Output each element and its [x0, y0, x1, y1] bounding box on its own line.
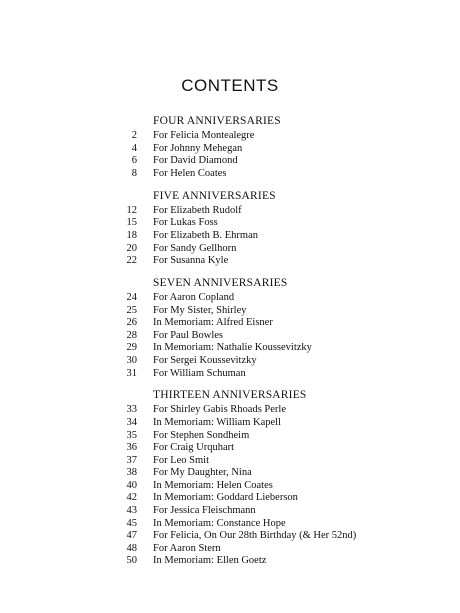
section-heading: SEVEN ANNIVERSARIES: [153, 276, 288, 289]
toc-entry: [0, 155, 460, 168]
page-number: 12: [126, 204, 137, 216]
page-number: 34: [126, 416, 137, 428]
page-number: 22: [126, 255, 137, 267]
page-number: 33: [126, 404, 137, 416]
page-number: 31: [126, 367, 137, 379]
page-number: 8: [131, 167, 137, 179]
page-number: 38: [126, 467, 137, 479]
entry-title: For Johnny Mehegan: [153, 142, 243, 154]
page-number: 6: [131, 155, 137, 167]
entry-title: For Sergei Koussevitzky: [153, 354, 257, 366]
toc-section-seven-anniversaries: [0, 277, 460, 380]
entry-title: For Stephen Sondheim: [153, 429, 250, 441]
toc-entry: [0, 205, 460, 218]
section-entries: [0, 205, 460, 268]
page-number: 20: [126, 242, 137, 254]
page-number: 40: [126, 479, 137, 491]
toc-entry: [0, 530, 460, 543]
entry-title: For Shirley Gabis Rhoads Perle: [153, 404, 286, 416]
entry-title: For Aaron Stern: [153, 542, 221, 554]
entry-title: For Jessica Fleischmann: [153, 505, 256, 517]
entry-title: In Memoriam: William Kapell: [153, 416, 281, 428]
page-number: 37: [126, 454, 137, 466]
toc-entry: [0, 555, 460, 568]
toc-section-five-anniversaries: [0, 190, 460, 268]
toc-entry: [0, 404, 460, 417]
toc-entry: [0, 143, 460, 156]
entry-title: For Leo Smit: [153, 454, 210, 466]
section-entries: [0, 404, 460, 568]
toc-entry: [0, 243, 460, 256]
toc-section-thirteen-anniversaries: [0, 389, 460, 568]
entry-title: For Aaron Copland: [153, 291, 235, 303]
toc-entry: [0, 417, 460, 430]
page-number: 43: [126, 505, 137, 517]
entry-title: For Helen Coates: [153, 167, 227, 179]
entry-title: For Craig Urquhart: [153, 442, 235, 454]
entry-title: In Memoriam: Alfred Eisner: [153, 317, 273, 329]
page-number: 25: [126, 304, 137, 316]
page-number: 28: [126, 329, 137, 341]
entry-title: For My Sister, Shirley: [153, 304, 247, 316]
toc-entry: [0, 217, 460, 230]
entry-title: For Sandy Gellhorn: [153, 242, 237, 254]
page-number: 29: [126, 342, 137, 354]
entry-title: For Elizabeth B. Ehrman: [153, 229, 258, 241]
entry-title: In Memoriam: Nathalie Koussevitzky: [153, 342, 312, 354]
page-number: 30: [126, 354, 137, 366]
toc-entry: [0, 480, 460, 493]
toc-entry: [0, 492, 460, 505]
toc-entry: [0, 505, 460, 518]
section-entries: [0, 130, 460, 180]
page-number: 24: [126, 291, 137, 303]
toc-entry: [0, 467, 460, 480]
entry-title: For Elizabeth Rudolf: [153, 204, 242, 216]
page-number: 48: [126, 542, 137, 554]
section-heading: FOUR ANNIVERSARIES: [153, 115, 281, 127]
entry-title: For Susanna Kyle: [153, 255, 229, 267]
entry-title: For Lukas Foss: [153, 217, 218, 229]
entry-title: In Memoriam: Constance Hope: [153, 517, 286, 529]
page-title: CONTENTS: [181, 76, 279, 95]
toc-entry: [0, 305, 460, 318]
entry-title: For Felicia Montealegre: [153, 130, 255, 142]
page-number: 2: [131, 130, 137, 142]
toc-entry: [0, 543, 460, 556]
entry-title: In Memoriam: Helen Coates: [153, 479, 273, 491]
entry-title: In Memoriam: Ellen Goetz: [153, 555, 267, 567]
page-number: 18: [126, 229, 137, 241]
page-number: 50: [126, 555, 137, 567]
entry-title: For Felicia, On Our 28th Birthday (& Her 52nd): [153, 530, 357, 542]
page-number: 4: [131, 142, 137, 154]
entry-title: For David Diamond: [153, 155, 238, 167]
page-number: 26: [126, 317, 137, 329]
toc-entry: [0, 255, 460, 268]
section-heading: THIRTEEN ANNIVERSARIES: [153, 389, 307, 402]
toc-section-four-anniversaries: [0, 115, 460, 181]
page-number: 47: [126, 530, 137, 542]
page-number: 45: [126, 517, 137, 529]
entry-title: In Memoriam: Goddard Lieberson: [153, 492, 298, 504]
toc-entry: [0, 292, 460, 305]
page-number: 36: [126, 442, 137, 454]
entry-title: For My Daughter, Nina: [153, 467, 252, 479]
page-number: 42: [126, 492, 137, 504]
section-heading: FIVE ANNIVERSARIES: [153, 189, 276, 202]
page-number: 15: [126, 217, 137, 229]
toc-entry: [0, 342, 460, 355]
entry-title: For William Schuman: [153, 367, 246, 379]
toc-entry: [0, 368, 460, 381]
toc-entry: [0, 455, 460, 468]
section-entries: [0, 292, 460, 380]
toc-entry: [0, 130, 460, 143]
toc-entry: [0, 518, 460, 531]
toc-entry: [0, 230, 460, 243]
table-of-contents: [0, 115, 460, 577]
toc-entry: [0, 355, 460, 368]
toc-entry: [0, 430, 460, 443]
toc-entry: [0, 442, 460, 455]
toc-entry: [0, 317, 460, 330]
toc-entry: [0, 330, 460, 343]
toc-entry: [0, 168, 460, 181]
entry-title: For Paul Bowles: [153, 329, 224, 341]
page-number: 35: [126, 429, 137, 441]
